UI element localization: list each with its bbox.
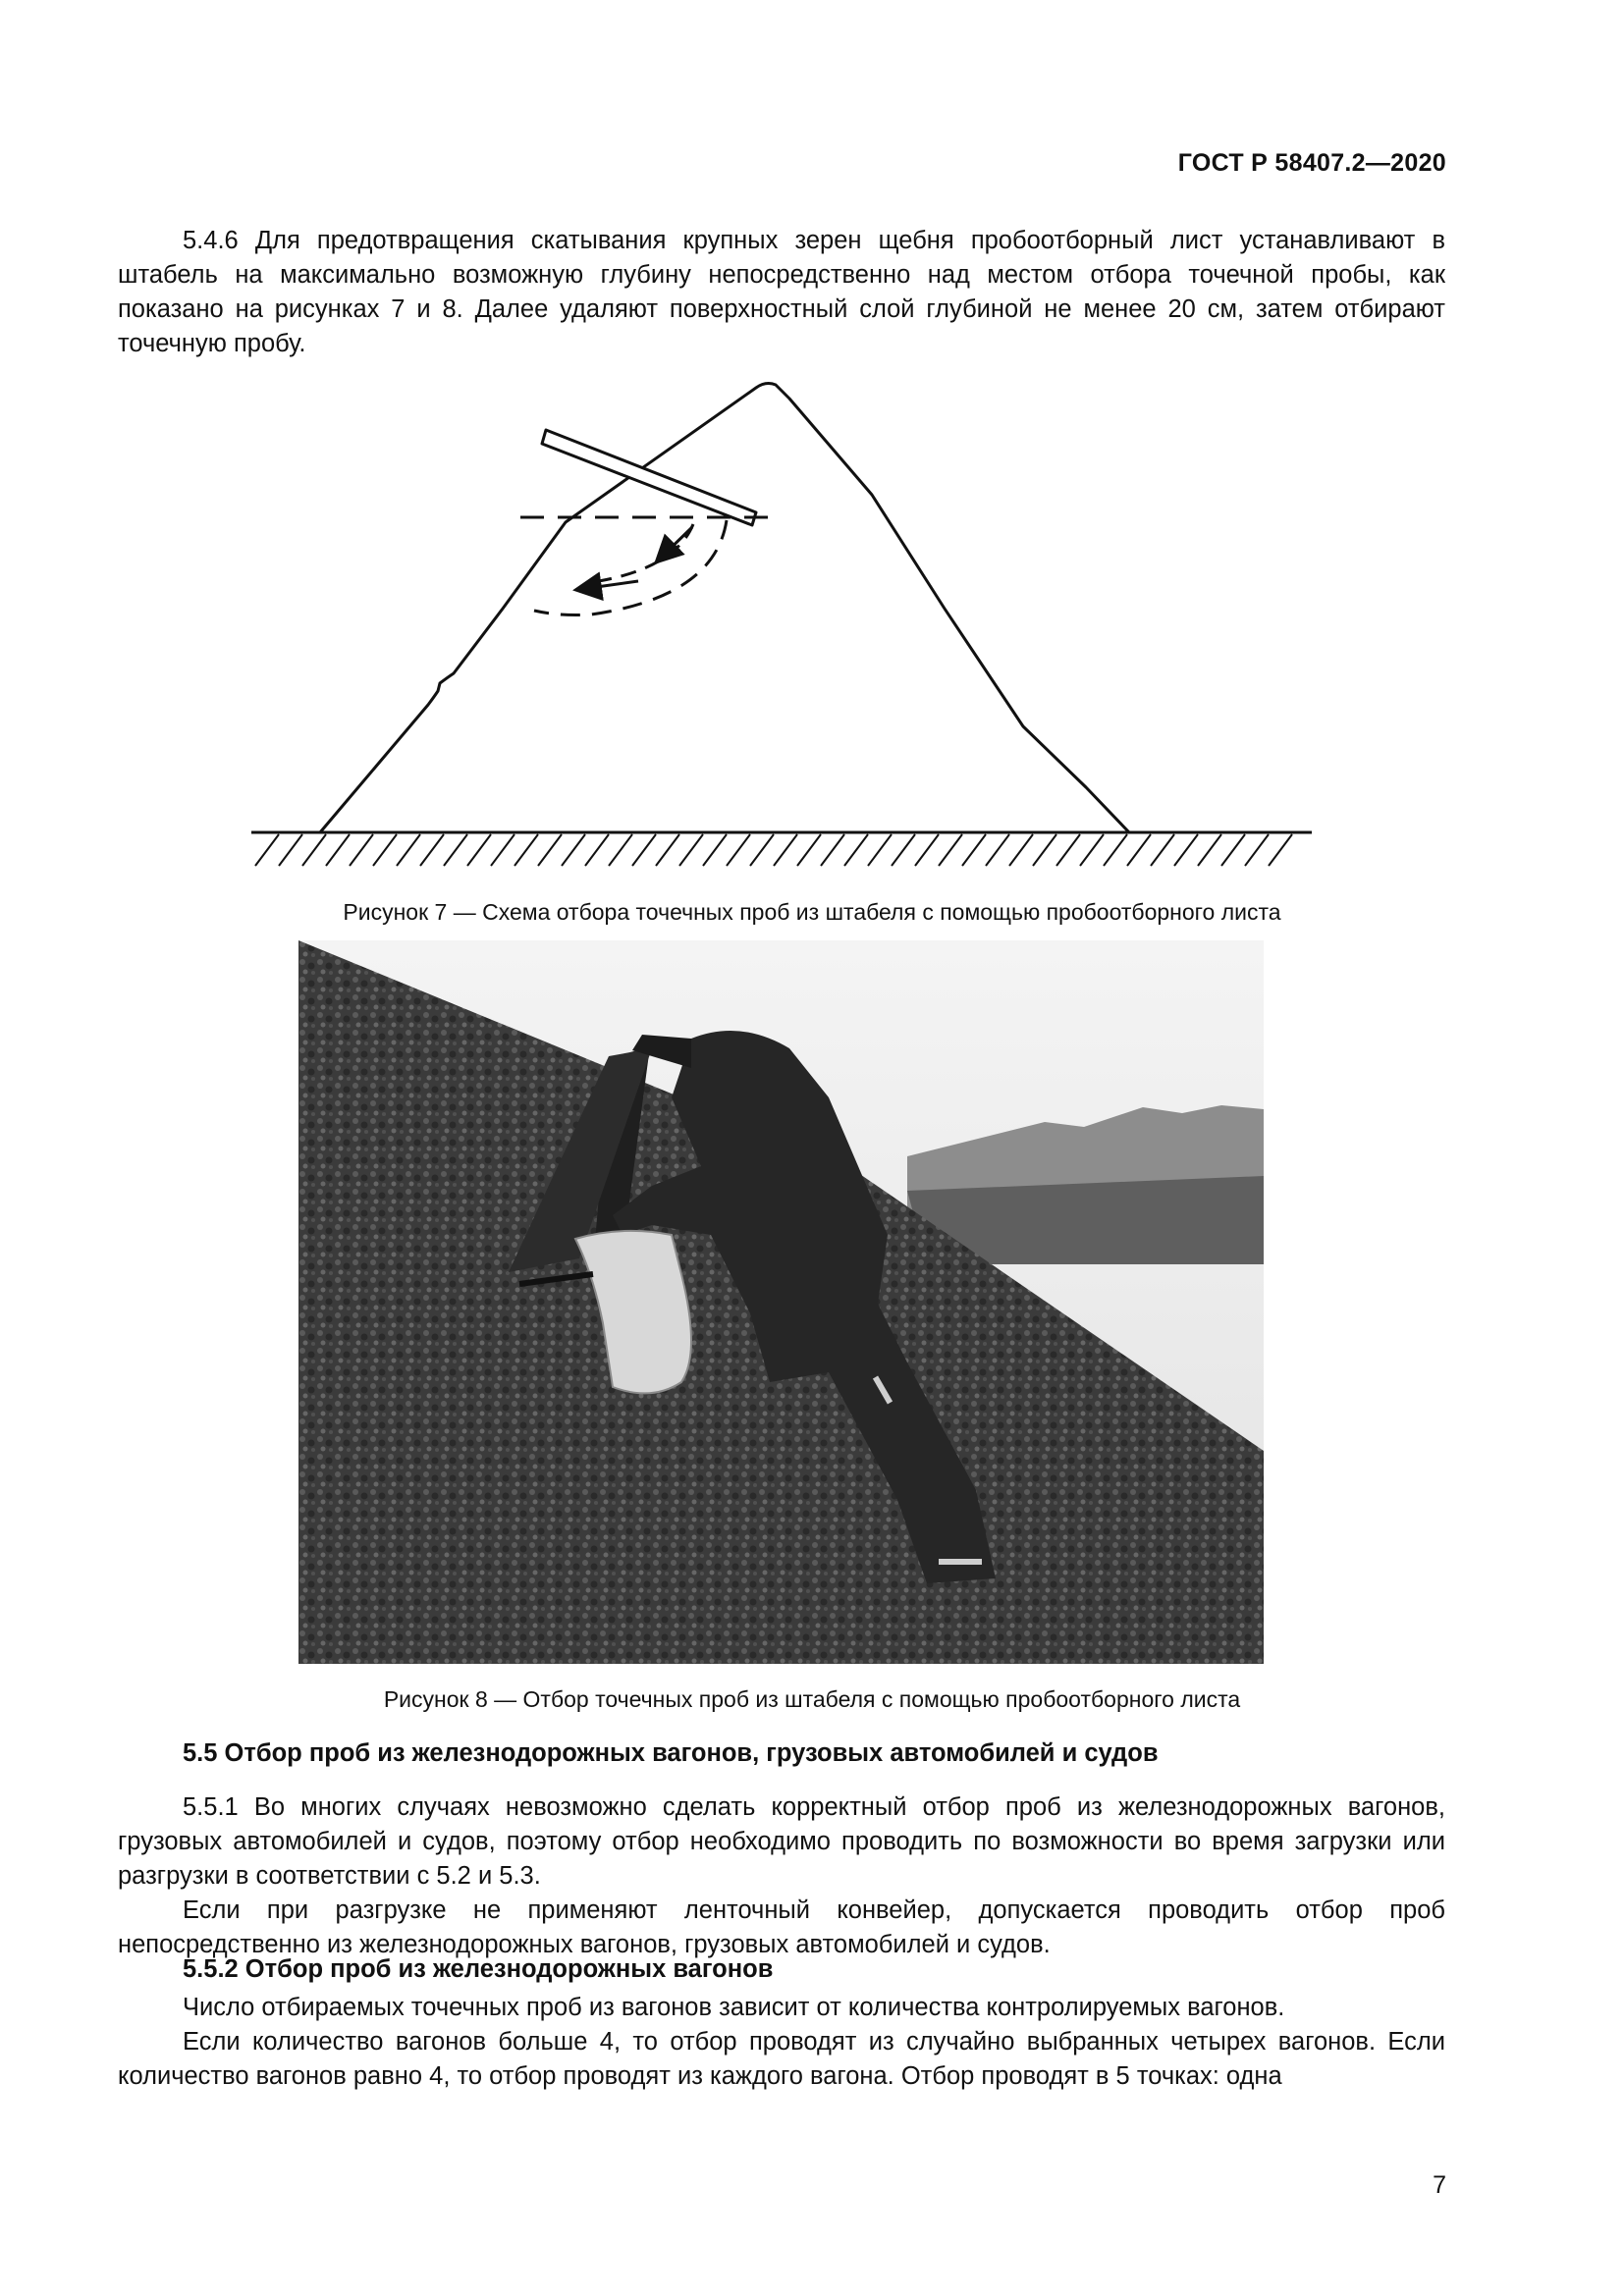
paragraph-5-5-2-1: Число отбираемых точечных проб из вагонов зависит от количества контролируемых вагонов. bbox=[183, 1994, 1285, 2021]
figure-8-photo bbox=[298, 940, 1264, 1664]
paragraph-5-5-1: 5.5.1 Во многих случаях невозможно сделать корректный отбор проб из железнодорожных вагонов, грузовых автомобилей и судов, поэтому отбор необходимо проводить по возможности во время загрузки или разгрузки в соответствии с 5.2 и 5.3. bbox=[118, 1793, 1445, 1890]
dashed-arc-inner bbox=[599, 524, 693, 581]
stockpile-outline bbox=[320, 384, 1129, 832]
worker-reflective-strip-2 bbox=[939, 1559, 982, 1565]
section-5-5-2-body bbox=[118, 1991, 1445, 2094]
section-5-5-body bbox=[118, 1790, 1445, 1962]
dashed-arc-outer bbox=[534, 520, 727, 615]
section-5-5-heading: 5.5 Отбор проб из железнодорожных вагонов, грузовых автомобилей и судов bbox=[183, 1739, 1159, 1767]
paragraph-text: 5.4.6 Для предотвращения скатывания крупных зерен щебня пробоотборный лист устанавливают в штабель на максимально возможную глубину непосредственно над местом отбора точечной пробы, как показано на рисунках 7 и 8. Далее удаляют поверхностный слой глубиной не менее 20 см, затем отбирают точечную пробу. bbox=[118, 227, 1445, 357]
document-id-header: ГОСТ Р 58407.2—2020 bbox=[1177, 149, 1446, 177]
page-number: 7 bbox=[1433, 2171, 1446, 2199]
arrow-1 bbox=[656, 527, 692, 562]
section-5-5-2-heading: 5.5.2 Отбор проб из железнодорожных вагонов bbox=[183, 1955, 774, 1983]
ground-hatching bbox=[255, 834, 1292, 866]
arrow-2 bbox=[575, 581, 638, 590]
figure-7-schematic bbox=[245, 365, 1316, 876]
paragraph-5-5-1-cont: Если при разгрузке не применяют ленточный конвейер, допускается проводить отбор проб непосредственно из железнодорожных вагонов, грузовых автомобилей и судов. bbox=[118, 1896, 1445, 1958]
sampling-sheet bbox=[542, 430, 756, 525]
paragraph-5-5-2-2: Если количество вагонов больше 4, то отбор проводят из случайно выбранных четырех вагонов. Если количество вагонов равно 4, то отбор проводят из каждого вагона. Отбор проводят в 5 точках: одна bbox=[118, 2028, 1445, 2090]
paragraph-5-4-6 bbox=[118, 224, 1445, 361]
figure-7-caption: Рисунок 7 — Схема отбора точечных проб из штабеля с помощью пробоотборного листа bbox=[343, 899, 1281, 925]
figure-8-caption: Рисунок 8 — Отбор точечных проб из штабеля с помощью пробоотборного листа bbox=[383, 1686, 1241, 1712]
